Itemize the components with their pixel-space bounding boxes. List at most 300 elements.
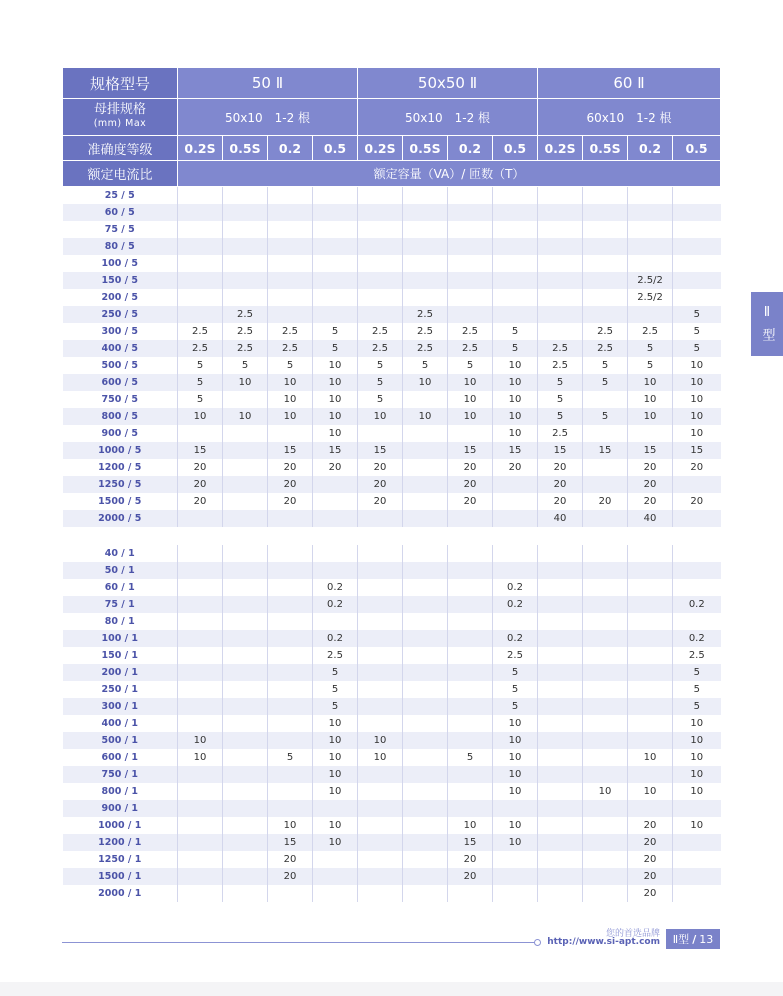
capacity-cell [313, 510, 358, 527]
accuracy-class: 0.2S [538, 136, 583, 161]
capacity-cell: 2.5 [268, 323, 313, 340]
capacity-cell [313, 255, 358, 272]
capacity-cell [583, 749, 628, 766]
capacity-cell: 10 [313, 732, 358, 749]
capacity-cell [448, 204, 493, 221]
capacity-cell: 20 [448, 493, 493, 510]
capacity-cell [583, 579, 628, 596]
capacity-cell [313, 306, 358, 323]
capacity-cell: 10 [178, 749, 223, 766]
ratio-cell: 200 / 1 [63, 664, 178, 681]
capacity-cell [268, 613, 313, 630]
capacity-cell [493, 851, 538, 868]
capacity-cell [583, 817, 628, 834]
capacity-cell: 20 [178, 459, 223, 476]
capacity-cell [448, 545, 493, 562]
capacity-cell: 2.5 [178, 323, 223, 340]
capacity-cell [583, 204, 628, 221]
capacity-cell [313, 800, 358, 817]
capacity-cell [448, 289, 493, 306]
capacity-cell [628, 664, 673, 681]
capacity-cell: 2.5/2 [628, 272, 673, 289]
capacity-cell [313, 868, 358, 885]
capacity-cell [673, 221, 721, 238]
capacity-cell: 5 [583, 357, 628, 374]
capacity-cell [268, 715, 313, 732]
capacity-cell [358, 255, 403, 272]
table-row [63, 306, 721, 323]
capacity-cell [178, 647, 223, 664]
capacity-cell: 20 [268, 493, 313, 510]
capacity-cell [538, 732, 583, 749]
capacity-cell: 5 [628, 357, 673, 374]
capacity-cell [223, 681, 268, 698]
capacity-cell [358, 425, 403, 442]
capacity-cell: 10 [493, 425, 538, 442]
table-row [63, 732, 721, 749]
capacity-cell [583, 834, 628, 851]
capacity-cell [403, 545, 448, 562]
capacity-cell: 10 [268, 391, 313, 408]
busbar-value-50x50: 50x10 1-2 根 [358, 99, 538, 136]
capacity-cell [583, 221, 628, 238]
capacity-cell [358, 834, 403, 851]
capacity-cell: 10 [403, 374, 448, 391]
capacity-cell [313, 545, 358, 562]
capacity-cell [313, 613, 358, 630]
capacity-cell [448, 681, 493, 698]
capacity-cell [268, 238, 313, 255]
accuracy-class: 0.5S [583, 136, 628, 161]
capacity-cell [403, 715, 448, 732]
table-row [63, 749, 721, 766]
capacity-cell: 5 [223, 357, 268, 374]
capacity-cell [178, 715, 223, 732]
busbar-value-50: 50x10 1-2 根 [178, 99, 358, 136]
capacity-cell [673, 868, 721, 885]
accuracy-class: 0.5S [403, 136, 448, 161]
ratio-cell: 150 / 1 [101, 649, 139, 661]
capacity-cell [448, 187, 493, 204]
capacity-cell [538, 681, 583, 698]
footer-url[interactable]: http://www.si-apt.com [547, 937, 660, 947]
table-row [63, 408, 721, 425]
group-gap [63, 527, 721, 545]
capacity-cell: 5 [313, 664, 358, 681]
table-row [63, 357, 721, 374]
capacity-cell [448, 647, 493, 664]
capacity-cell [628, 715, 673, 732]
capacity-cell [538, 272, 583, 289]
accuracy-class: 0.5 [313, 136, 358, 161]
capacity-cell: 5 [673, 323, 721, 340]
capacity-cell [178, 579, 223, 596]
capacity-cell: 2.5 [493, 647, 538, 664]
ratio-cell: 1000 / 5 [63, 442, 178, 459]
ratio-cell: 500 / 5 [101, 359, 139, 371]
capacity-cell [583, 545, 628, 562]
capacity-cell: 5 [538, 374, 583, 391]
capacity-cell [313, 562, 358, 579]
capacity-cell: 10 [673, 357, 721, 374]
capacity-cell: 5 [403, 357, 448, 374]
table-row [63, 476, 721, 493]
capacity-cell: 40 [538, 510, 583, 527]
capacity-cell: 10 [628, 391, 673, 408]
capacity-cell [223, 783, 268, 800]
capacity-cell [403, 749, 448, 766]
capacity-label: 额定容量（VA）/ 匝数（T） [178, 161, 721, 187]
capacity-cell [313, 851, 358, 868]
capacity-cell: 20 [628, 459, 673, 476]
capacity-cell [403, 800, 448, 817]
capacity-cell [178, 289, 223, 306]
capacity-cell: 15 [673, 442, 721, 459]
capacity-cell [268, 800, 313, 817]
capacity-cell [538, 187, 583, 204]
capacity-cell: 20 [268, 459, 313, 476]
table-row [63, 510, 721, 527]
capacity-cell [448, 306, 493, 323]
capacity-cell [358, 647, 403, 664]
table-row [63, 715, 721, 732]
capacity-cell: 5 [628, 340, 673, 357]
capacity-cell: 20 [448, 851, 493, 868]
capacity-cell: 20 [268, 476, 313, 493]
capacity-cell: 5 [178, 357, 223, 374]
capacity-cell [403, 204, 448, 221]
ratio-cell: 25 / 5 [104, 189, 135, 201]
capacity-cell [628, 698, 673, 715]
capacity-cell: 5 [673, 698, 721, 715]
capacity-cell [538, 323, 583, 340]
capacity-cell: 2.5 [223, 323, 268, 340]
capacity-cell [178, 306, 223, 323]
capacity-cell [358, 715, 403, 732]
table-row [63, 425, 721, 442]
capacity-cell [448, 885, 493, 902]
capacity-cell: 10 [628, 749, 673, 766]
spec-label: 规格型号 [63, 68, 178, 99]
capacity-cell [493, 545, 538, 562]
ratio-cell: 50 / 1 [63, 562, 178, 579]
table-row [63, 221, 721, 238]
capacity-cell: 5 [493, 323, 538, 340]
capacity-cell [223, 851, 268, 868]
capacity-cell: 5 [493, 340, 538, 357]
capacity-cell [493, 493, 538, 510]
capacity-cell: 10 [448, 391, 493, 408]
table-row [63, 289, 721, 306]
capacity-cell [268, 562, 313, 579]
table-row [63, 817, 721, 834]
table-row [63, 374, 721, 391]
capacity-cell [223, 834, 268, 851]
capacity-cell: 15 [538, 442, 583, 459]
capacity-cell [493, 800, 538, 817]
capacity-cell [358, 613, 403, 630]
capacity-cell [403, 391, 448, 408]
capacity-cell [358, 221, 403, 238]
capacity-cell [673, 289, 721, 306]
ratio-cell: 1500 / 1 [63, 868, 178, 885]
ratio-cell: 150 / 5 [63, 272, 178, 289]
ratio-cell: 800 / 5 [63, 408, 178, 425]
capacity-cell [178, 834, 223, 851]
capacity-cell [448, 238, 493, 255]
capacity-cell [403, 459, 448, 476]
capacity-cell [223, 238, 268, 255]
capacity-cell [628, 800, 673, 817]
capacity-cell [403, 817, 448, 834]
capacity-cell [358, 596, 403, 613]
ratio-cell: 1250 / 1 [98, 853, 142, 865]
ratio-cell: 800 / 1 [101, 785, 139, 797]
table-row [63, 340, 721, 357]
ratio-cell: 300 / 5 [101, 325, 139, 337]
capacity-cell [358, 783, 403, 800]
capacity-cell [538, 562, 583, 579]
capacity-cell: 10 [313, 834, 358, 851]
capacity-cell [673, 272, 721, 289]
accuracy-header-row [63, 136, 721, 161]
capacity-cell: 0.2 [313, 630, 358, 647]
ratio-cell: 60 / 1 [104, 581, 135, 593]
capacity-cell: 10 [448, 817, 493, 834]
capacity-cell [268, 732, 313, 749]
model-60: 60 Ⅱ [538, 68, 721, 99]
capacity-cell: 5 [493, 681, 538, 698]
capacity-cell: 20 [628, 476, 673, 493]
capacity-cell [178, 510, 223, 527]
capacity-cell [313, 221, 358, 238]
capacity-cell [358, 562, 403, 579]
capacity-cell: 10 [448, 408, 493, 425]
capacity-cell [223, 630, 268, 647]
capacity-cell [403, 255, 448, 272]
capacity-cell: 20 [313, 459, 358, 476]
capacity-cell [403, 698, 448, 715]
capacity-cell: 5 [313, 698, 358, 715]
accuracy-class: 0.5 [493, 136, 538, 161]
bottom-strip [0, 982, 783, 996]
capacity-cell: 10 [493, 749, 538, 766]
capacity-cell: 2.5 [223, 340, 268, 357]
ratio-cell: 750 / 1 [63, 766, 178, 783]
capacity-cell [358, 885, 403, 902]
capacity-cell [538, 715, 583, 732]
capacity-cell [358, 868, 403, 885]
capacity-cell [583, 476, 628, 493]
table-row [63, 272, 721, 289]
capacity-cell [538, 596, 583, 613]
capacity-cell [493, 204, 538, 221]
capacity-cell [673, 613, 721, 630]
capacity-cell [223, 766, 268, 783]
capacity-cell: 10 [223, 408, 268, 425]
capacity-cell [448, 221, 493, 238]
table-row [63, 323, 721, 340]
capacity-cell: 10 [403, 408, 448, 425]
table-row [63, 391, 721, 408]
capacity-cell [358, 766, 403, 783]
capacity-cell [583, 238, 628, 255]
table-row [63, 647, 721, 664]
capacity-cell [583, 800, 628, 817]
capacity-cell [583, 272, 628, 289]
capacity-cell: 2.5 [628, 323, 673, 340]
ratio-cell: 900 / 1 [63, 800, 178, 817]
capacity-cell [628, 647, 673, 664]
capacity-cell [628, 187, 673, 204]
capacity-cell [673, 579, 721, 596]
capacity-cell [538, 289, 583, 306]
capacity-cell: 20 [673, 459, 721, 476]
capacity-cell [673, 851, 721, 868]
table-row [63, 800, 721, 817]
capacity-cell [538, 238, 583, 255]
capacity-cell: 2.5 [403, 340, 448, 357]
capacity-cell: 15 [493, 442, 538, 459]
capacity-cell [538, 545, 583, 562]
capacity-cell [403, 579, 448, 596]
capacity-cell [223, 698, 268, 715]
capacity-cell [358, 187, 403, 204]
capacity-cell [268, 783, 313, 800]
accuracy-class: 0.2 [628, 136, 673, 161]
capacity-cell: 40 [628, 510, 673, 527]
capacity-cell [313, 204, 358, 221]
capacity-cell [583, 187, 628, 204]
capacity-cell [673, 545, 721, 562]
capacity-cell: 10 [178, 732, 223, 749]
capacity-cell: 5 [673, 664, 721, 681]
capacity-cell [178, 630, 223, 647]
capacity-cell [448, 732, 493, 749]
capacity-cell [178, 868, 223, 885]
capacity-cell [673, 834, 721, 851]
capacity-cell [583, 681, 628, 698]
table-row [63, 238, 721, 255]
capacity-cell [583, 630, 628, 647]
capacity-cell [673, 510, 721, 527]
capacity-cell [178, 238, 223, 255]
ratio-cell: 750 / 5 [101, 393, 139, 405]
capacity-cell [223, 255, 268, 272]
capacity-cell [538, 766, 583, 783]
capacity-cell [403, 868, 448, 885]
ratio-cell: 1200 / 1 [63, 834, 178, 851]
capacity-cell [403, 681, 448, 698]
capacity-cell [223, 817, 268, 834]
capacity-cell: 2.5/2 [628, 289, 673, 306]
capacity-cell [628, 732, 673, 749]
capacity-cell: 20 [268, 868, 313, 885]
capacity-cell [268, 289, 313, 306]
capacity-cell: 15 [268, 442, 313, 459]
capacity-cell [358, 817, 403, 834]
capacity-cell: 10 [493, 357, 538, 374]
capacity-cell [268, 579, 313, 596]
capacity-cell: 20 [493, 459, 538, 476]
capacity-cell: 5 [268, 749, 313, 766]
ratio-cell: 80 / 5 [63, 238, 178, 255]
capacity-cell [628, 596, 673, 613]
capacity-cell [673, 204, 721, 221]
capacity-cell [223, 732, 268, 749]
capacity-cell [448, 630, 493, 647]
capacity-cell: 20 [268, 851, 313, 868]
ratio-cell: 1500 / 5 [98, 495, 142, 507]
capacity-cell [628, 425, 673, 442]
capacity-cell [448, 783, 493, 800]
capacity-cell [448, 425, 493, 442]
capacity-cell: 10 [268, 817, 313, 834]
capacity-cell [268, 545, 313, 562]
capacity-cell [313, 238, 358, 255]
capacity-cell [358, 630, 403, 647]
capacity-cell [673, 187, 721, 204]
table-row [63, 885, 721, 902]
capacity-cell [268, 596, 313, 613]
capacity-cell [583, 698, 628, 715]
page-prefix: Ⅱ型 [672, 933, 690, 946]
capacity-cell [448, 510, 493, 527]
accuracy-class: 0.5 [673, 136, 721, 161]
capacity-cell [628, 562, 673, 579]
capacity-cell [178, 596, 223, 613]
capacity-cell [673, 562, 721, 579]
capacity-cell: 10 [493, 817, 538, 834]
capacity-cell: 2.5 [223, 306, 268, 323]
capacity-cell [583, 868, 628, 885]
model-50x50: 50x50 Ⅱ [358, 68, 538, 99]
capacity-cell [538, 255, 583, 272]
capacity-cell: 20 [358, 476, 403, 493]
capacity-cell: 5 [673, 306, 721, 323]
table-row [63, 834, 721, 851]
capacity-cell [223, 425, 268, 442]
capacity-cell [448, 255, 493, 272]
capacity-cell [223, 749, 268, 766]
ratio-cell: 300 / 1 [63, 698, 178, 715]
capacity-cell [403, 664, 448, 681]
capacity-cell: 10 [493, 783, 538, 800]
capacity-cell [538, 664, 583, 681]
capacity-cell: 10 [178, 408, 223, 425]
capacity-cell: 20 [448, 476, 493, 493]
capacity-cell: 2.5 [313, 647, 358, 664]
capacity-cell: 5 [358, 391, 403, 408]
capacity-cell [403, 476, 448, 493]
capacity-cell: 10 [493, 732, 538, 749]
capacity-cell: 2.5 [538, 340, 583, 357]
capacity-cell: 10 [313, 817, 358, 834]
group-gap-row [63, 527, 721, 545]
capacity-cell: 10 [358, 732, 403, 749]
capacity-cell: 2.5 [403, 323, 448, 340]
model-50: 50 Ⅱ [178, 68, 358, 99]
capacity-cell [403, 442, 448, 459]
capacity-cell: 20 [358, 459, 403, 476]
capacity-cell [493, 510, 538, 527]
ratio-cell: 100 / 1 [63, 630, 178, 647]
capacity-cell [403, 885, 448, 902]
capacity-cell: 2.5 [358, 340, 403, 357]
capacity-cell: 20 [673, 493, 721, 510]
capacity-cell [403, 425, 448, 442]
capacity-cell [673, 238, 721, 255]
